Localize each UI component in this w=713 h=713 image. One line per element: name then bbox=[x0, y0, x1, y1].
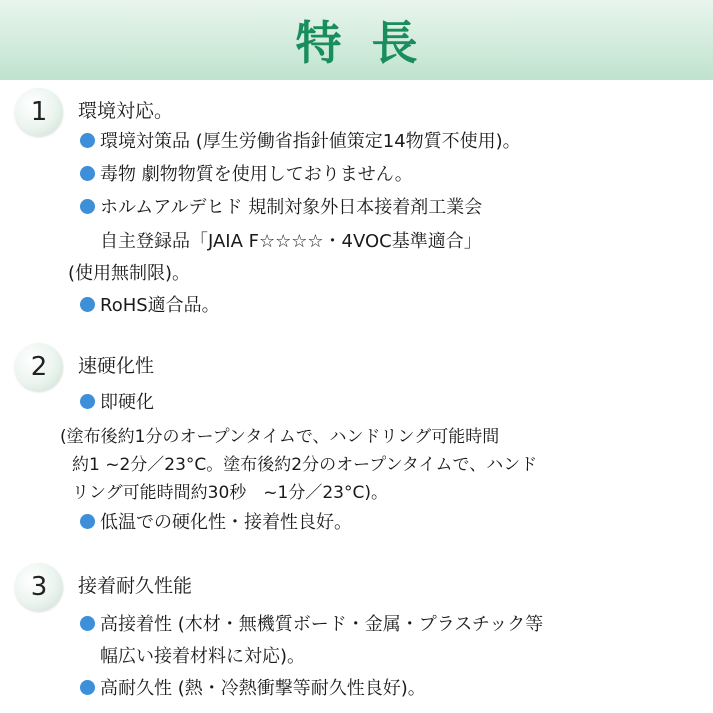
list-item bbox=[80, 511, 352, 535]
section-number: 3 bbox=[30, 572, 48, 602]
bullet-icon bbox=[80, 514, 95, 529]
bullet-icon bbox=[80, 616, 95, 631]
bullet-icon bbox=[80, 680, 95, 695]
section-number: 2 bbox=[30, 352, 48, 382]
bullet-icon bbox=[80, 297, 95, 312]
number-badge bbox=[15, 343, 63, 391]
item-detail: リング可能時間約30秒 ~1分／23°C)。 bbox=[72, 483, 388, 503]
item-text: 高耐久性 (熱・冷熱衝撃等耐久性良好)。 bbox=[100, 678, 426, 699]
section-title: 環境対応。 bbox=[78, 100, 174, 122]
section-title: 接着耐久性能 bbox=[78, 575, 193, 597]
item-detail: (塗布後約1分のオープンタイムで、ハンドリング可能時間 bbox=[60, 427, 500, 447]
item-text: RoHS適合品。 bbox=[100, 295, 220, 316]
item-text: ホルムアルデヒド 規制対象外日本接着剤工業会 bbox=[100, 197, 483, 218]
bullet-icon bbox=[80, 166, 95, 181]
item-text: 低温での硬化性・接着性良好。 bbox=[100, 512, 352, 533]
header-banner bbox=[0, 0, 713, 80]
bullet-icon bbox=[80, 394, 95, 409]
list-item bbox=[80, 391, 154, 415]
number-badge bbox=[15, 88, 63, 136]
section-title: 速硬化性 bbox=[78, 355, 155, 377]
number-badge bbox=[15, 563, 63, 611]
item-text: 毒物 劇物物質を使用しておりません。 bbox=[100, 164, 413, 185]
list-item bbox=[80, 163, 413, 187]
bullet-icon bbox=[80, 133, 95, 148]
list-item bbox=[80, 613, 543, 637]
item-text: 高接着性 (木材・無機質ボード・金属・プラスチック等 bbox=[100, 614, 544, 635]
item-continuation: 幅広い接着材料に対応)。 bbox=[100, 646, 306, 667]
item-detail: 約1 ~2分／23°C。塗布後約2分のオープンタイムで、ハンド bbox=[72, 455, 538, 475]
item-text: 即硬化 bbox=[100, 392, 154, 413]
list-item bbox=[80, 130, 521, 154]
item-text: 環境対策品 (厚生労働省指針値策定14物質不使用)。 bbox=[100, 131, 521, 152]
section-number: 1 bbox=[30, 97, 48, 127]
item-continuation: (使用無制限)。 bbox=[68, 263, 191, 284]
list-item bbox=[80, 196, 482, 220]
item-continuation: 自主登録品「JAIA F☆☆☆☆・4VOC基準適合」 bbox=[100, 231, 482, 252]
bullet-icon bbox=[80, 199, 95, 214]
list-item bbox=[80, 294, 220, 318]
list-item bbox=[80, 677, 426, 701]
page-title: 特長 bbox=[295, 16, 448, 70]
